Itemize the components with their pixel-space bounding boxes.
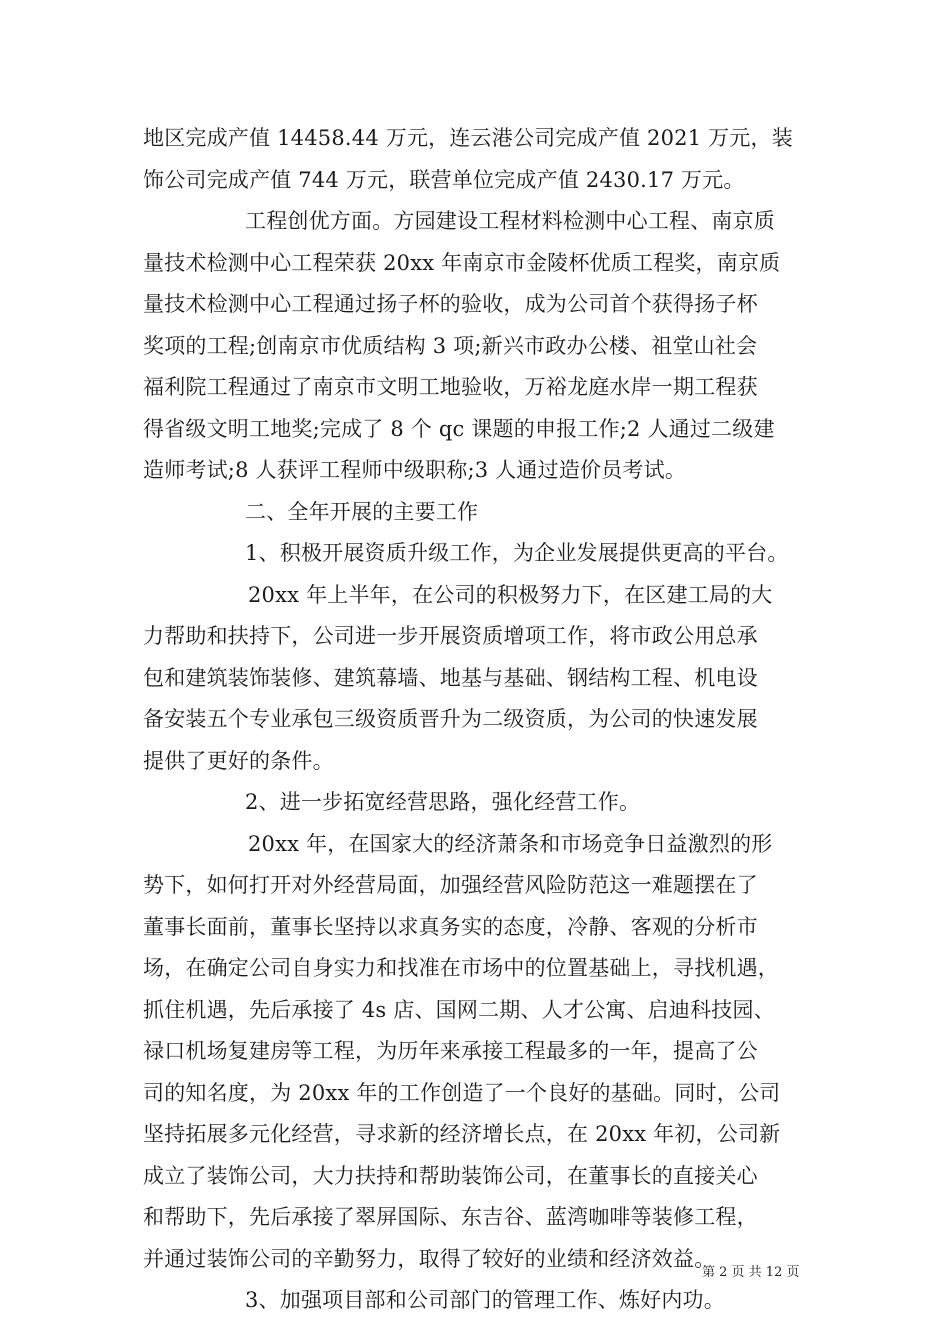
text-line: 并通过装饰公司的辛勤努力，取得了较好的业绩和经济效益。	[143, 1246, 716, 1271]
text-line: 董事长面前，董事长坚持以求真务实的态度，冷静、客观的分析市	[143, 914, 758, 939]
text-line: 量技术检测中心工程荣获 20xx 年南京市金陵杯优质工程奖，南京质	[143, 250, 781, 275]
text-line: 抓住机遇，先后承接了 4s 店、国网二期、人才公寓、启迪科技园、	[143, 997, 775, 1022]
text-line: 和帮助下，先后承接了翠屏国际、东吉谷、蓝湾咖啡等装修工程，	[143, 1205, 758, 1229]
text-line: 司的知名度，为 20xx 年的工作创造了一个良好的基础。同时，公司	[143, 1080, 781, 1105]
text-line: 提供了更好的条件。	[143, 748, 334, 773]
text-line: 包和建筑装饰装修、建筑幕墙、地基与基础、钢结构工程、机电设	[143, 665, 758, 690]
text-line: 福利院工程通过了南京市文明工地验收，万裕龙庭水岸一期工程获	[143, 375, 758, 399]
paragraph-start: 20xx 年，在国家大的经济萧条和市场竞争日益激烈的形	[248, 831, 773, 856]
page-number-footer: 第 2 页 共 12 页	[702, 1265, 800, 1280]
text-line: 地区完成产值 14458.44 万元，连云港公司完成产值 2021 万元，装	[143, 126, 793, 150]
text-line: 势下，如何打开对外经营局面，加强经营风险防范这一难题摆在了	[143, 873, 758, 897]
text-line: 备安装五个专业承包三级资质晋升为二级资质，为公司的快速发展	[143, 707, 758, 731]
text-line: 禄口机场复建房等工程，为历年来承接工程最多的一年，提高了公	[143, 1039, 758, 1063]
subsection-heading: 1、积极开展资质升级工作，为企业发展提供更高的平台。	[245, 541, 789, 565]
subsection-heading: 2、进一步拓宽经营思路，强化经营工作。	[245, 790, 641, 814]
section-heading: 二、全年开展的主要工作	[245, 499, 479, 524]
text-line: 量技术检测中心工程通过扬子杯的验收，成为公司首个获得扬子杯	[143, 292, 758, 316]
paragraph-start: 工程创优方面。方园建设工程材料检测中心工程、南京质	[245, 209, 775, 233]
text-line: 力帮助和扶持下，公司进一步开展资质增项工作，将市政公用总承	[143, 624, 758, 648]
paragraph-start: 20xx 年上半年，在公司的积极努力下，在区建工局的大	[248, 582, 773, 607]
text-line: 得省级文明工地奖;完成了 8 个 qc 课题的申报工作;2 人通过二级建	[143, 416, 775, 441]
text-line: 坚持拓展多元化经营，寻求新的经济增长点，在 20xx 年初，公司新	[143, 1122, 781, 1146]
text-line: 饰公司完成产值 744 万元，联营单位完成产值 2430.17 万元。	[143, 167, 745, 192]
subsection-heading: 3、加强项目部和公司部门的管理工作、炼好内功。	[245, 1288, 725, 1312]
text-line: 场，在确定公司自身实力和找准在市场中的位置基础上，寻找机遇，	[143, 956, 779, 980]
document-body	[143, 118, 823, 1322]
text-line: 成立了装饰公司，大力扶持和帮助装饰公司，在董事长的直接关心	[143, 1163, 758, 1188]
text-line: 造师考试;8 人获评工程师中级职称;3 人通过造价员考试。	[143, 458, 687, 482]
text-line: 奖项的工程;创南京市优质结构 3 项;新兴市政办公楼、祖堂山社会	[143, 333, 758, 358]
